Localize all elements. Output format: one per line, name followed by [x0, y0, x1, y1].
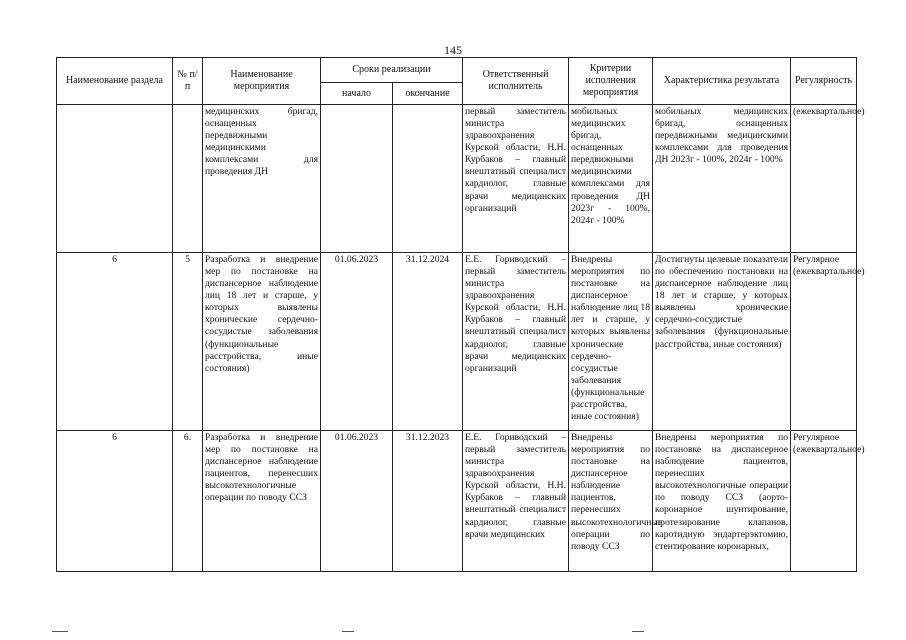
cell-event: Разработка и внедрение мер по постановке на диспансерное наблюдение лиц 18 лет и старше, у которых выявлены хронические сердечно-сосудистые заболевания (функциональные расстройства, иные состояния) — [203, 253, 321, 431]
cell-start: 01.06.2023 — [321, 431, 393, 572]
header-regularity: Регулярность — [791, 58, 857, 105]
cell-regularity: Регулярное (ежеквартальное) — [791, 431, 857, 572]
header-result: Характеристика результата — [653, 58, 791, 105]
cell-regularity: Регулярное (ежеквартальное) — [791, 253, 857, 431]
header-end: окончание — [393, 83, 463, 105]
cell-responsible: первый заместитель министра здравоохранения Курской области, Н.Н. Курбаков – главный внештатный специалист кардиолог, главные врачи медицинских организаций — [463, 105, 569, 253]
cell-end: 31.12.2023 — [393, 431, 463, 572]
table-row — [57, 253, 857, 431]
cell-event: медицинских бригад, оснащенных передвижными медицинскими комплексами для проведения ДН — [203, 105, 321, 253]
cell-num: 6. — [173, 431, 203, 572]
header-terms: Сроки реализации — [321, 58, 463, 83]
cell-criteria: Внедрены мероприятия по постановке на диспансерное наблюдение лиц 18 лет и старше, у которых выявлены хронические сердечно-сосудистые заболевания (функциональные расстройства, иные состояния) — [569, 253, 653, 431]
cell-regularity: (ежеквартальное) — [791, 105, 857, 253]
header-responsible: Ответственный исполнитель — [463, 58, 569, 105]
cell-result: мобильных медицинских бригад, оснащенных передвижными медицинскими комплексами для проведения ДН 2023г - 100%, 2024г - 100% — [653, 105, 791, 253]
header-start: начало — [321, 83, 393, 105]
cell-section: 6 — [57, 253, 173, 431]
cell-event: Разработка и внедрение мер по постановке на диспансерное наблюдение пациентов, перенесших высокотехнологичные операции по поводу ССЗ — [203, 431, 321, 572]
cell-criteria: мобильных медицинских бригад, оснащенных передвижными медицинскими комплексами для проведения ДН 2023г - 100%, 2024г - 100% — [569, 105, 653, 253]
scan-mark — [52, 631, 68, 632]
cell-responsible: Е.Е. Гориводский – первый заместитель министра здравоохранения Курской области, Н.Н. Курбаков – главный внештатный специалист кардиолог, главные врачи медицинских — [463, 431, 569, 572]
cell-section: 6 — [57, 431, 173, 572]
cell-end — [393, 105, 463, 253]
scan-mark — [632, 631, 644, 632]
cell-section — [57, 105, 173, 253]
cell-result: Достигнуты целевые показатели по обеспечению постановки на диспансерное наблюдение лиц 18 лет и старше, у которых выявлены хронические сердечно-сосудистые заболевания (функциональные расстройства, иные состояния) — [653, 253, 791, 431]
cell-criteria: Внедрены мероприятия по постановке на диспансерное наблюдение пациентов, перенесших высокотехнологичные операции по поводу ССЗ — [569, 431, 653, 572]
cell-start: 01.06.2023 — [321, 253, 393, 431]
header-event: Наименование мероприятия — [203, 58, 321, 105]
cell-start — [321, 105, 393, 253]
cell-num — [173, 105, 203, 253]
table-row — [57, 431, 857, 572]
cell-end: 31.12.2024 — [393, 253, 463, 431]
cell-responsible: Е.Е. Гориводский – первый заместитель министра здравоохранения Курской области, Н.Н. Курбаков – главный внештатный специалист кардиолог, главные врачи медицинских организаций — [463, 253, 569, 431]
measures-table — [56, 57, 865, 572]
table-row — [57, 105, 857, 253]
scan-mark — [342, 631, 354, 632]
cell-result: Внедрены мероприятия по постановке на диспансерное наблюдение пациентов, перенесших высокотехнологичные операции по поводу ССЗ (аорто-коронарное шунтирование, протезирование клапанов, каротидную эндартерэктомию, стентирование коронарных, — [653, 431, 791, 572]
cell-num: 5 — [173, 253, 203, 431]
page-number: 145 — [444, 43, 462, 57]
header-section: Наименование раздела — [57, 58, 173, 105]
header-criteria: Критерии исполнения мероприятия — [569, 58, 653, 105]
header-num: № п/п — [173, 58, 203, 105]
